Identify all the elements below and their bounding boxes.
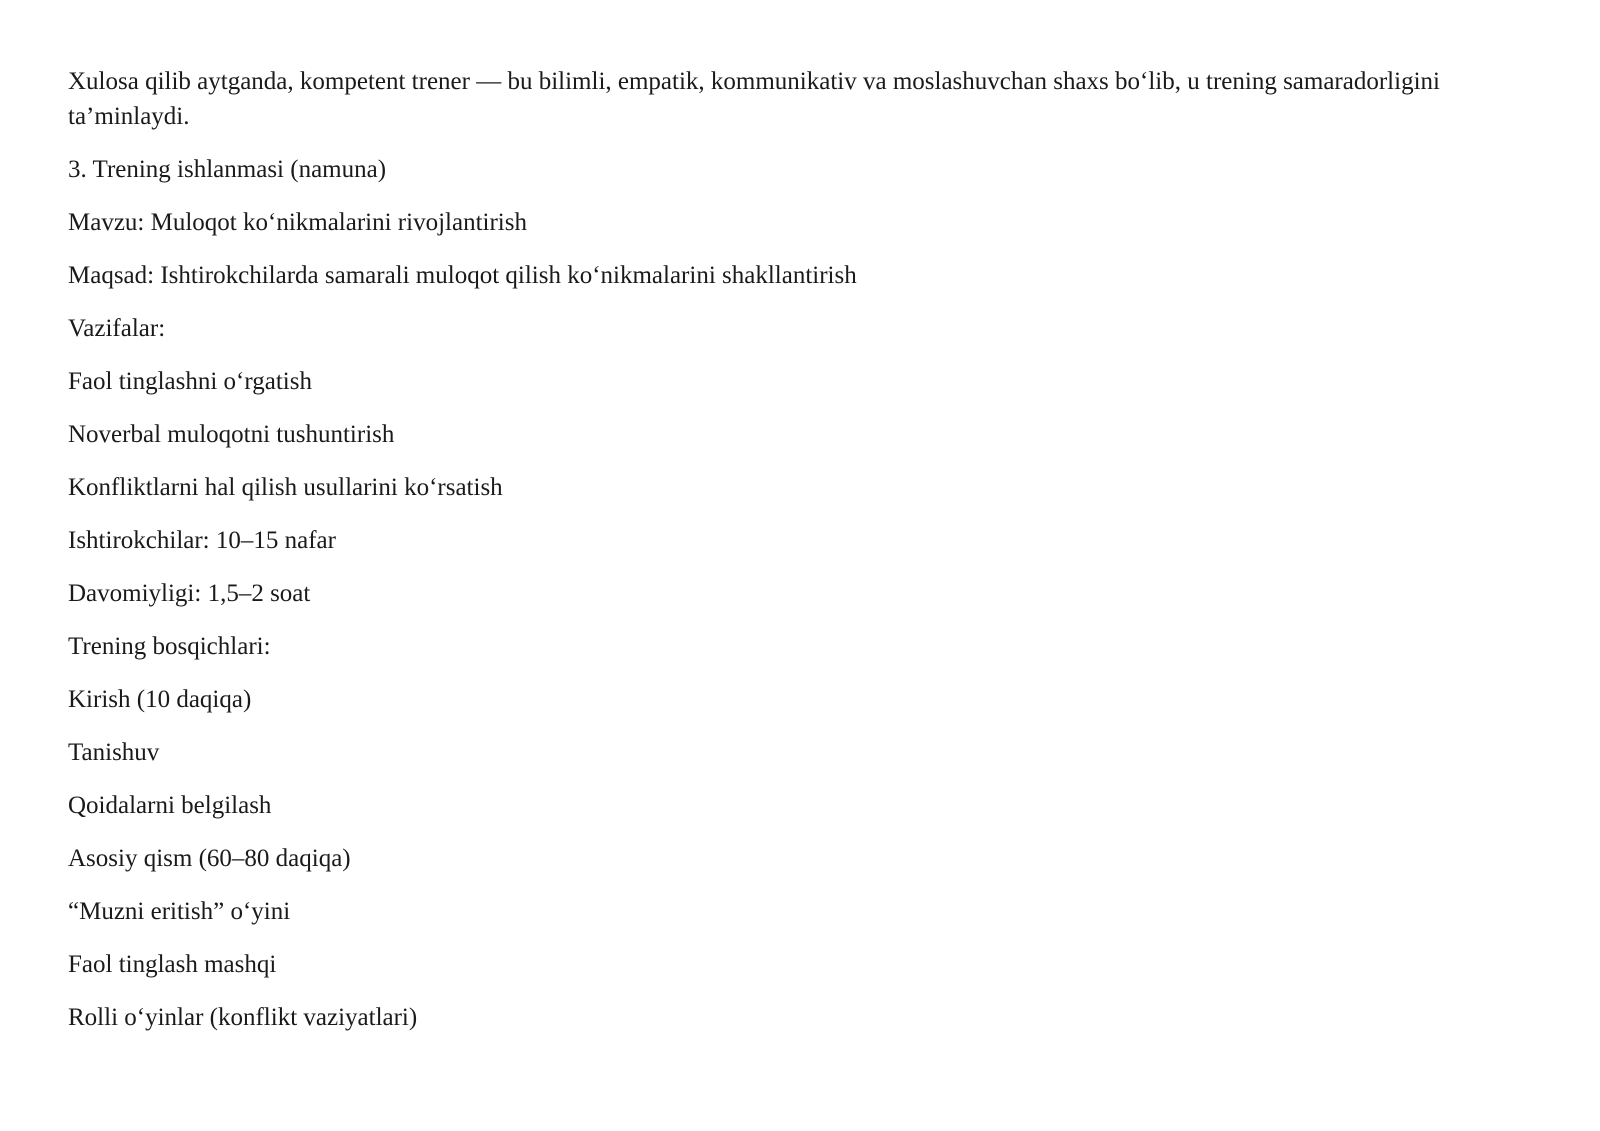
stage-subitem: Rolli o‘yinlar (konflikt vaziyatlari) xyxy=(68,1004,418,1031)
goal-line: Maqsad: Ishtirokchilarda samarali muloqot qilish ko‘nikmalarini shakllantirish xyxy=(68,262,857,289)
stage-item: Asosiy qism (60–80 daqiqa) xyxy=(68,845,351,872)
stage-subitem: Faol tinglash mashqi xyxy=(68,951,277,978)
participants-line: Ishtirokchilar: 10–15 nafar xyxy=(68,527,336,554)
stage-subitem: “Muzni eritish” o‘yini xyxy=(68,898,291,925)
document-lines xyxy=(68,152,1540,1035)
intro-paragraph: Xulosa qilib aytganda, kompetent trener — bu bilimli, empatik, kommunikativ va moslashuvchan shaxs bo‘lib, u trening samaradorligini ta’minlaydi. xyxy=(68,68,1440,130)
section-heading: 3. Trening ishlanmasi (namuna) xyxy=(68,156,387,183)
stage-subitem: Tanishuv xyxy=(68,739,160,766)
stages-label: Trening bosqichlari: xyxy=(68,633,271,660)
task-item: Faol tinglashni o‘rgatish xyxy=(68,368,312,395)
stage-subitem: Qoidalarni belgilash xyxy=(68,792,272,819)
topic-line: Mavzu: Muloqot ko‘nikmalarini rivojlantirish xyxy=(68,209,527,236)
task-item: Konfliktlarni hal qilish usullarini ko‘rsatish xyxy=(68,474,503,501)
stage-item: Kirish (10 daqiqa) xyxy=(68,686,252,713)
duration-line: Davomiyligi: 1,5–2 soat xyxy=(68,580,311,607)
tasks-label: Vazifalar: xyxy=(68,315,166,342)
task-item: Noverbal muloqotni tushuntirish xyxy=(68,421,395,448)
